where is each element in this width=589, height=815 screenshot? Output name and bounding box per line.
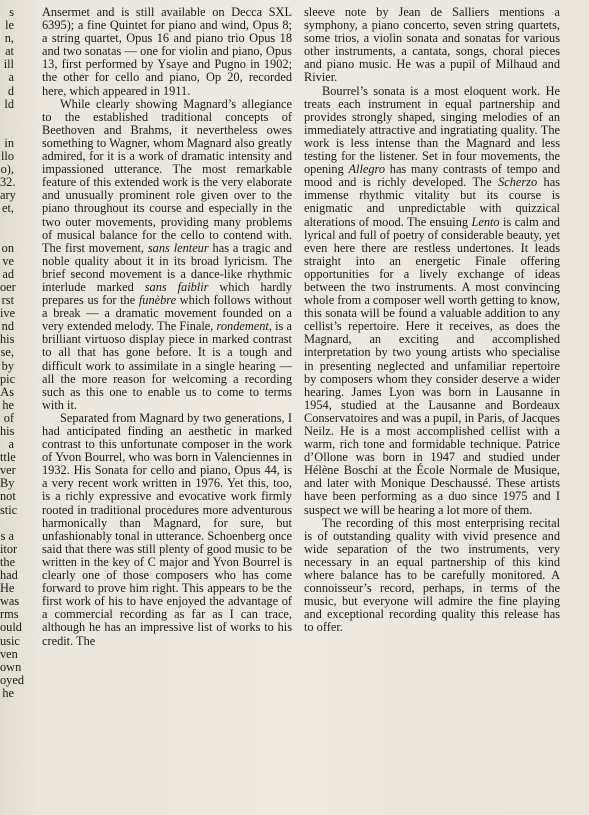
fragment-line: on [1,240,14,255]
text-run: Separated from Magnard by two generations, I had anticipated finding an aesthetic in marked contrast to this unfortunate composer in the work of Yvon Bourrel, who was born in Valenciennes in 1932. His Sonata for cello and piano, Opus 44, is a very recent work written in 1976. Yet this, too, is a richly expressive and evocative work firmly rooted in traditional procedures more adventurous harmonically than Magnard, for sure, but unfashionably tonal in utterance. Schoenberg once said that there was still plenty of good music to be written in the key of C major and Yvon Bourrel is clearly one of those composers who has come forward to prove him right. This appears to be the first work of his to have enjoyed the advantage of a commercial recording as far as I can trace, although he has an impressive list of works to his credit. The [42,410,292,648]
text-run: sleeve note by Jean de Salliers mentions a symphony, a piano concerto, seven string quartets, some trios, a violin sonata and sonatas for various other instruments, a cantata, songs, choral pieces and piano music. He was a pupil of Milhaud and Rivier. [304,5,560,85]
fragment-line: a [8,437,14,452]
fragment-line: ill [3,57,14,72]
fragment-line: ould [0,620,22,635]
paragraph [304,517,560,635]
fragment-line: rst [1,293,14,308]
fragment-line: rms [0,607,19,622]
text-run: , is a brilliant virtuoso display piece in marked contrast to all that has gone before. It is a tough and difficult work to assimilate in a single hearing — all the more reason for welcoming a recording such as this one to enable us to come to terms with it. [42,319,292,412]
fragment-line: As [0,384,14,399]
fragment-line: the [0,554,16,569]
fragment-line: ve [2,253,14,268]
fragment-line: n, [4,31,14,46]
fragment-line: s a [0,528,14,543]
text-run: is calm and lyrical and full of poetry of considerable beauty, yet even here there are restless undertones. It leads straight into an energetic Finale offering opportunities for a lively exchange of ideas between the two instruments. A most convincing whole from a composer well worth getting to know, this sonata will be found a valuable addition to any cellist’s repertoire. Here it receives, as does the Magnard, an exciting and accomplished interpretation by two young artists who specialise in presenting neglected and unfamiliar repertoire by composers whom they consider deserve a wider hearing. James Lyon was born in Lausanne in 1954, studied at the Lausanne and Bordeaux Conservatoires and was a pupil, in Paris, of Jacques Neilz. He is a most accomplished cellist with a warm, rich tone and formidable technique. Patrice d’Ollone was born in 1947 and studied under Hélène Boschi at the École Normale de Musique, and later with Monique Deschaussé. These artists have been performing as a duo since 1975 and I suspect we will be hearing a lot more of them. [304,214,560,517]
text-run: Ansermet and is still available on Decca SXL 6395); a fine Quintet for piano and wind, Opus 8; a string quartet, Opus 16 and piano trio Opus 18 and two sonatas — one for violin and piano, Opus 13, first performed by Ysaye and Pugno in 1902; the other for cello and piano, Op 20, recorded here, which appeared in 1911. [42,5,292,98]
fragment-line: was [0,594,20,609]
text-run: which follows without a break — a dramatic movement founded on a very extended melody. The Finale, [42,293,292,334]
italic-run: Scherzo [498,175,538,190]
fragment-line [0,124,14,137]
italic-run: Allegro [348,162,386,177]
fragment-line: ive [0,306,16,321]
paragraph [42,412,292,648]
fragment-line: ven [0,646,18,661]
fragment-line: his [0,332,15,347]
italic-run: rondement [216,319,269,334]
fragment-line: he [2,397,14,412]
fragment-line [0,111,14,124]
fragment-line: ad [2,266,14,281]
text-run: Bourrel’s sonata is a most eloquent work. He treats each instrument in equal partnership and provides strongly shaped, singing melodies of an immediately attractive and ingratiating quality. The work is less intense than the Magnard and less testing for the listener. Set in four movements, the opening [304,83,560,177]
fragment-line [0,517,14,530]
text-run: which hardly prepares us for the [42,279,293,308]
fragment-line: se, [0,345,14,360]
fragment-line: By [0,476,15,491]
fragment-line [0,229,14,242]
paragraph [304,85,560,517]
fragment-line: llo [0,149,14,164]
left-column-fragment [0,5,24,700]
fragment-line: d [7,83,14,98]
paragraph [42,6,292,98]
middle-column [42,6,292,648]
fragment-line: a [8,70,14,85]
fragment-line: in [4,135,14,150]
text-run: While clearly showing Magnard’s allegiance to the established traditional concepts of Beethoven and Brahms, it nevertheless owes something to Wagner, whom Magnard also greatly admired, for it is a work of dramatic intensity and impassioned utterance. The most remarkable feature of this extended work is the very elaborate and unusually prominent role given over to the piano throughout its course and especially in the two outer movements, providing many problems of musical balance for the cello to contend with. The first movement, [42,96,292,255]
fragment-line: oer [0,279,16,294]
fragment-line: 32. [0,175,16,190]
fragment-line: ary [0,188,16,203]
text-run: has immense rhythmic vitality but its course is enigmatic and unpredictable with quizzical alterations of mood. The ensuing [304,175,560,229]
fragment-line: o), [0,162,14,177]
fragment-line: by [1,358,14,373]
fragment-line: ttle [0,450,16,465]
italic-run: Lento [471,214,500,229]
fragment-line: had [0,568,18,583]
fragment-line: at [5,44,14,59]
fragment-line: et, [2,201,14,216]
paragraph [42,98,292,412]
fragment-line: stic [0,502,18,517]
text-run: The recording of this most enterprising recital is of outstanding quality with vivid presence and wide separation of the two instruments, very necessary in an equal partnership of this kind where balance has to be carefully monitored. A connoisseur’s record, perhaps, in terms of the music, but everyone will admire the fine playing and exceptional recording quality this release has to offer. [304,515,560,635]
fragment-line: ld [4,96,14,111]
fragment-line: own [0,659,22,674]
italic-run: sans lenteur [147,240,209,255]
fragment-line: usic [0,633,20,648]
fragment-line: nd [1,319,14,334]
fragment-line: le [5,18,14,33]
italic-run: funèbre [138,293,177,308]
fragment-line: not [0,489,16,504]
italic-run: sans faiblir [144,279,209,294]
fragment-line: pic [0,371,16,386]
paragraph [304,6,560,85]
right-column [304,6,560,635]
text-run: has many contrasts of tempo and mood and is richly developed. The [304,162,561,190]
fragment-line: s [9,5,14,19]
fragment-line: ver [0,463,16,478]
fragment-line: oyed [0,672,24,687]
fragment-line [0,216,14,229]
fragment-line: He [0,581,15,596]
fragment-line: of [3,410,14,425]
fragment-line: itor [0,541,18,556]
text-run: has a tragic and noble quality about it in its broad lyricism. The brief second movement is a dance-like rhythmic interlude marked [42,240,292,294]
fragment-line: he [2,685,14,700]
fragment-line: his [0,424,15,438]
